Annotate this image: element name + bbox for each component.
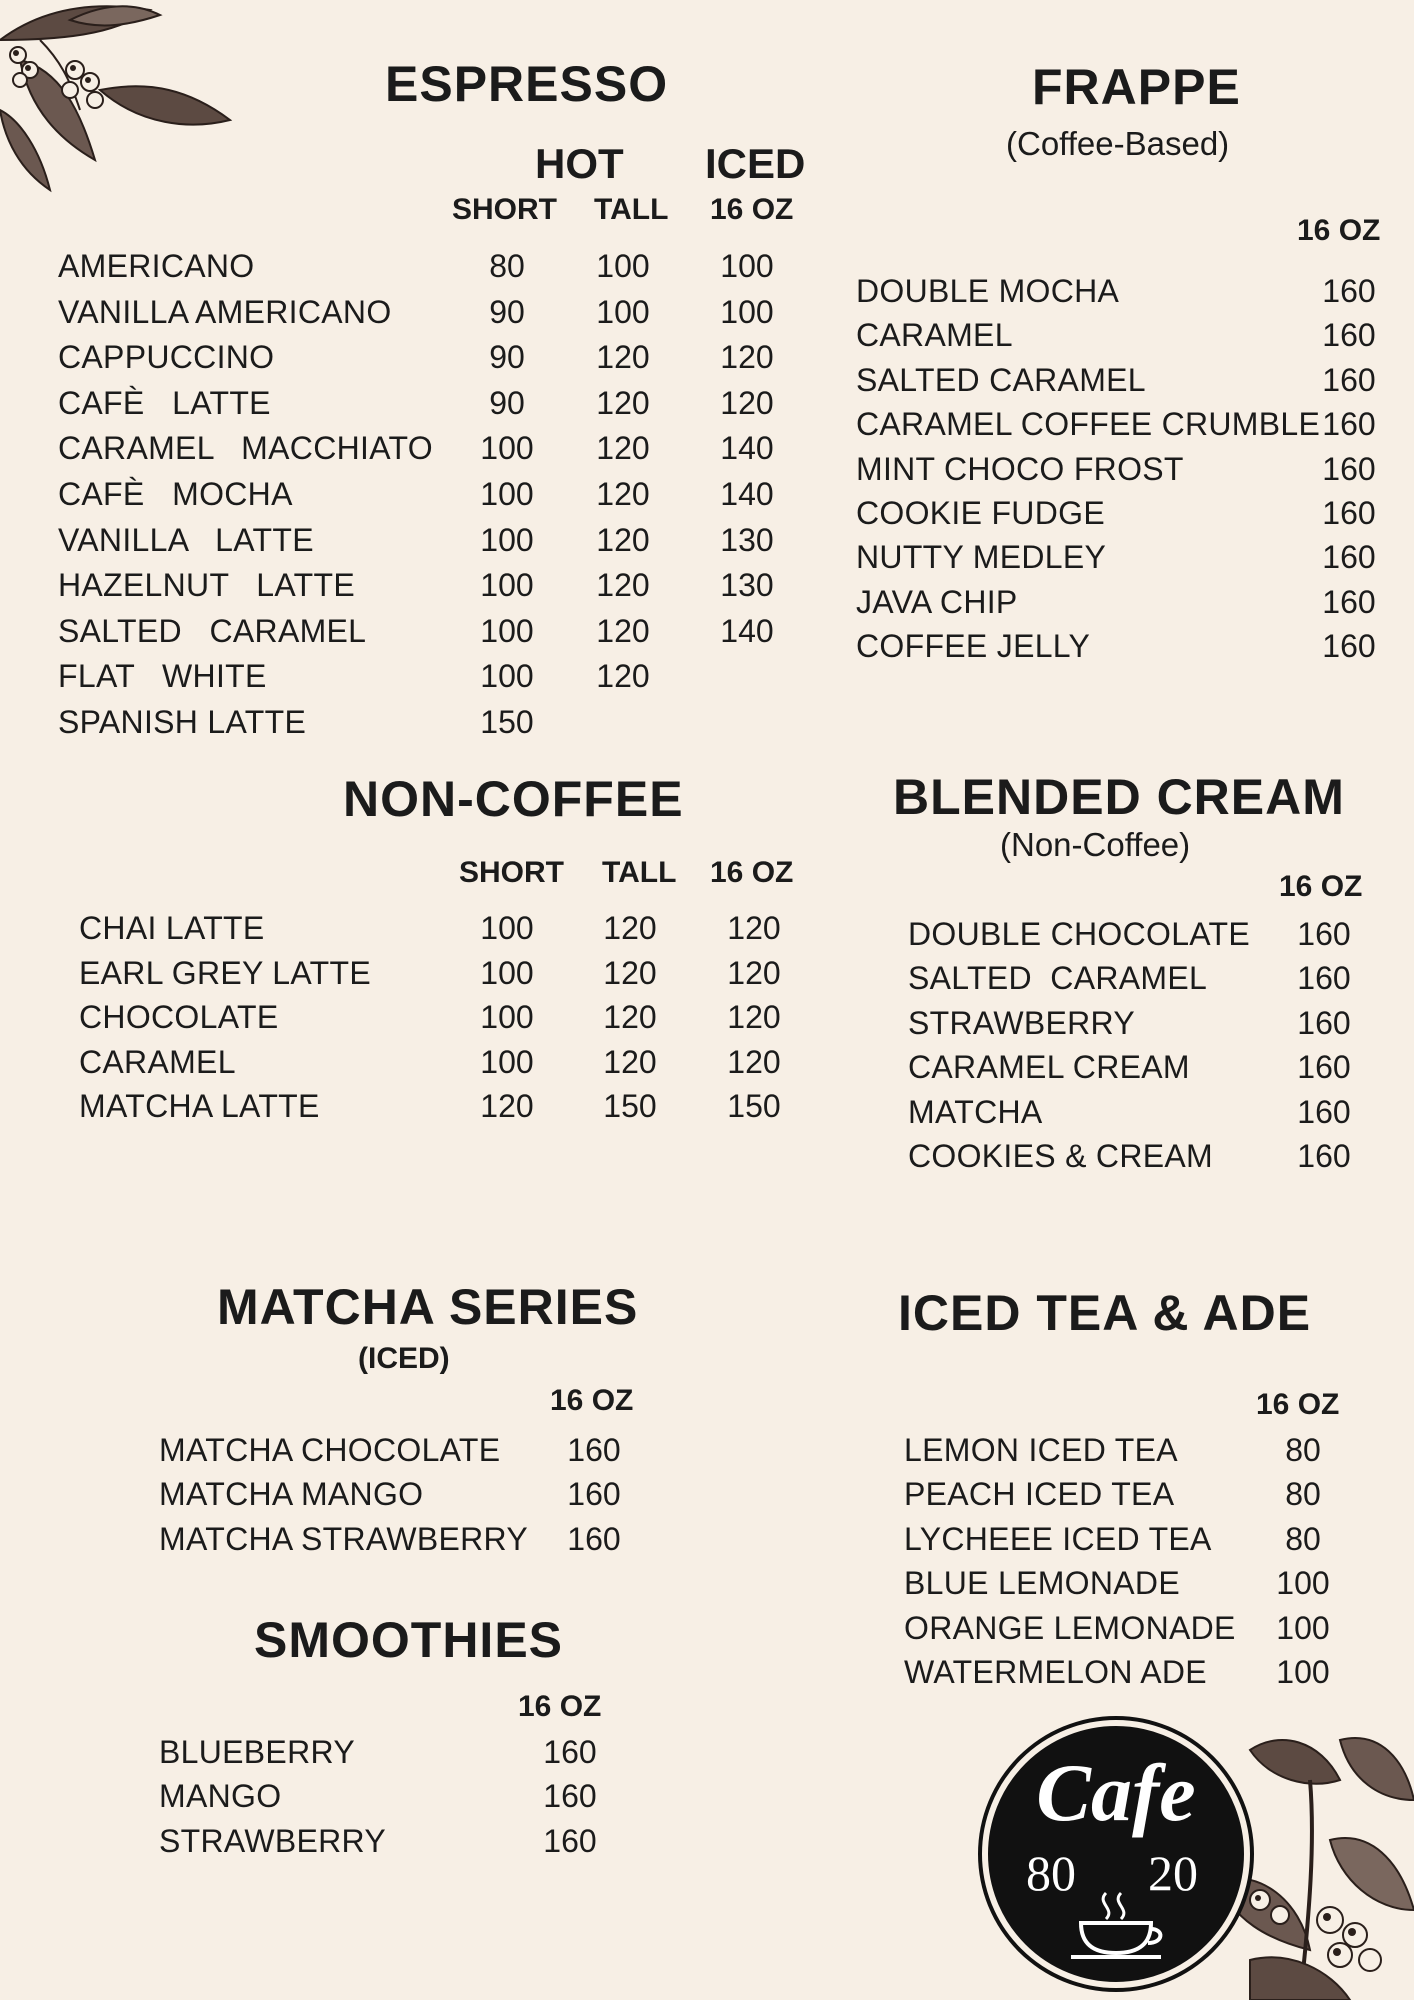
logo-right-number: 20 bbox=[1148, 1845, 1198, 1901]
blended-menu-item bbox=[0, 958, 1414, 998]
item-price-tall: 120 bbox=[603, 1043, 657, 1080]
frappe-menu-item bbox=[0, 360, 1414, 400]
item-price-iced: 100 bbox=[720, 248, 774, 284]
item-price-short: 100 bbox=[480, 567, 534, 604]
item-price-short: 100 bbox=[480, 1043, 534, 1080]
item-price-price: 160 bbox=[567, 1476, 621, 1513]
frappe-menu-item bbox=[0, 449, 1414, 489]
blended-oz-label: 16 OZ bbox=[1279, 870, 1363, 903]
frappe-menu-item bbox=[0, 315, 1414, 355]
item-price-tall: 120 bbox=[596, 658, 650, 695]
icedtea-menu-item bbox=[0, 1430, 1414, 1470]
item-name: COOKIE FUDGE bbox=[856, 495, 1105, 531]
item-price-price: 100 bbox=[1276, 1609, 1330, 1646]
item-price-price: 160 bbox=[1297, 1093, 1351, 1130]
espresso-menu-item bbox=[0, 702, 1414, 742]
item-price-price: 100 bbox=[1276, 1565, 1330, 1602]
item-name: NUTTY MEDLEY bbox=[856, 539, 1107, 576]
item-price-price: 160 bbox=[1297, 1138, 1351, 1174]
item-price-tall: 120 bbox=[596, 567, 650, 604]
item-price-tall: 120 bbox=[596, 476, 650, 512]
item-price-short: 100 bbox=[480, 954, 534, 991]
item-name: BLUEBERRY bbox=[159, 1734, 355, 1770]
item-name: JAVA CHIP bbox=[856, 583, 1018, 620]
item-price-iced: 130 bbox=[720, 567, 774, 604]
noncoffee-oz-label: 16 OZ bbox=[710, 856, 794, 889]
smoothies-title: SMOOTHIES bbox=[254, 1612, 564, 1668]
item-price-short: 100 bbox=[480, 910, 534, 946]
item-price-price: 160 bbox=[1322, 406, 1376, 443]
frappe-title: FRAPPE bbox=[1032, 59, 1241, 115]
item-name: BLUE LEMONADE bbox=[904, 1565, 1180, 1602]
item-name: COOKIES & CREAM bbox=[908, 1138, 1213, 1174]
item-name: STRAWBERRY bbox=[159, 1822, 387, 1859]
item-name: MATCHA LATTE bbox=[79, 1088, 320, 1125]
coffee-branch-illustration-top-left-icon bbox=[0, 0, 250, 230]
item-name: STRAWBERRY bbox=[908, 1004, 1136, 1041]
item-name: SALTED CARAMEL bbox=[58, 612, 367, 649]
item-price-price: 160 bbox=[567, 1520, 621, 1557]
item-price-price: 160 bbox=[543, 1734, 597, 1770]
item-price-price: 160 bbox=[1297, 916, 1351, 952]
item-name: DOUBLE CHOCOLATE bbox=[908, 916, 1251, 952]
icedtea-menu-item bbox=[0, 1608, 1414, 1648]
item-price-tall: 100 bbox=[596, 248, 650, 284]
espresso-title: ESPRESSO bbox=[385, 56, 669, 112]
item-name: FLAT WHITE bbox=[58, 658, 267, 695]
item-name: CARAMEL bbox=[856, 317, 1013, 354]
item-price-iced: 140 bbox=[720, 476, 774, 512]
espresso-iced-label: ICED bbox=[705, 140, 806, 187]
item-name: CHAI LATTE bbox=[79, 910, 265, 946]
frappe-menu-item bbox=[0, 537, 1414, 577]
espresso-short-label: SHORT bbox=[452, 193, 557, 226]
matcha-title: MATCHA SERIES bbox=[217, 1279, 639, 1335]
item-name: MATCHA STRAWBERRY bbox=[159, 1520, 528, 1557]
logo-left-number: 80 bbox=[1026, 1845, 1076, 1901]
item-price-short: 100 bbox=[480, 430, 534, 467]
espresso-hot-label: HOT bbox=[535, 140, 624, 187]
item-price-oz: 150 bbox=[727, 1088, 781, 1125]
item-name: EARL GREY LATTE bbox=[79, 954, 371, 991]
espresso-tall-label: TALL bbox=[594, 193, 669, 226]
item-price-tall: 120 bbox=[603, 910, 657, 946]
item-name: ORANGE LEMONADE bbox=[904, 1609, 1236, 1646]
item-name: MATCHA MANGO bbox=[159, 1476, 424, 1513]
item-price-price: 100 bbox=[1276, 1654, 1330, 1690]
item-name: CAFÈ LATTE bbox=[58, 384, 271, 421]
logo-word: Cafe bbox=[1036, 1747, 1196, 1838]
item-price-short: 120 bbox=[480, 1088, 534, 1125]
item-name: MINT CHOCO FROST bbox=[856, 450, 1184, 487]
item-price-short: 80 bbox=[489, 248, 525, 284]
blended-menu-item bbox=[0, 1003, 1414, 1043]
frappe-menu-item bbox=[0, 404, 1414, 444]
icedtea-menu-item bbox=[0, 1519, 1414, 1559]
item-price-price: 80 bbox=[1285, 1476, 1321, 1513]
item-price-price: 160 bbox=[1297, 960, 1351, 997]
item-price-price: 80 bbox=[1285, 1432, 1321, 1468]
item-price-oz: 120 bbox=[727, 1043, 781, 1080]
item-name: WATERMELON ADE bbox=[904, 1654, 1207, 1690]
item-price-price: 160 bbox=[543, 1778, 597, 1815]
item-price-oz: 120 bbox=[727, 999, 781, 1036]
item-price-price: 160 bbox=[1322, 539, 1376, 576]
item-price-price: 160 bbox=[543, 1822, 597, 1859]
smoothies-menu-item bbox=[0, 1776, 1414, 1816]
item-price-price: 160 bbox=[1322, 628, 1376, 665]
noncoffee-short-label: SHORT bbox=[459, 856, 564, 889]
item-price-short: 90 bbox=[489, 293, 525, 330]
item-price-iced: 130 bbox=[720, 521, 774, 558]
item-price-short: 100 bbox=[480, 612, 534, 649]
item-price-tall: 120 bbox=[603, 954, 657, 991]
item-name: LYCHEEE ICED TEA bbox=[904, 1520, 1212, 1557]
item-price-oz: 120 bbox=[727, 954, 781, 991]
item-price-tall: 120 bbox=[596, 521, 650, 558]
item-price-price: 160 bbox=[1322, 361, 1376, 398]
item-name: MATCHA bbox=[908, 1093, 1043, 1130]
item-price-oz: 120 bbox=[727, 910, 781, 946]
item-name: LEMON ICED TEA bbox=[904, 1432, 1178, 1468]
item-price-tall: 120 bbox=[596, 339, 650, 376]
matcha-subtitle: (ICED) bbox=[358, 1342, 450, 1375]
item-price-tall: 120 bbox=[596, 384, 650, 421]
item-price-tall: 120 bbox=[596, 430, 650, 467]
item-price-tall: 100 bbox=[596, 293, 650, 330]
frappe-menu-item bbox=[0, 582, 1414, 622]
item-name: SPANISH LATTE bbox=[58, 704, 307, 740]
matcha-oz-label: 16 OZ bbox=[550, 1384, 634, 1417]
smoothies-oz-label: 16 OZ bbox=[518, 1690, 602, 1723]
item-price-short: 150 bbox=[480, 704, 534, 740]
icedtea-menu-item bbox=[0, 1563, 1414, 1603]
item-price-tall: 120 bbox=[603, 999, 657, 1036]
item-price-short: 90 bbox=[489, 339, 525, 376]
blended-menu-item bbox=[0, 1136, 1414, 1176]
item-price-iced: 100 bbox=[720, 293, 774, 330]
item-price-short: 100 bbox=[480, 999, 534, 1036]
blended-menu-item bbox=[0, 1092, 1414, 1132]
item-price-price: 160 bbox=[1322, 583, 1376, 620]
item-name: CARAMEL COFFEE CRUMBLE bbox=[856, 406, 1321, 443]
item-name: MATCHA CHOCOLATE bbox=[159, 1432, 501, 1468]
item-name: CARAMEL CREAM bbox=[908, 1049, 1190, 1086]
item-name: CARAMEL bbox=[79, 1043, 236, 1080]
item-name: PEACH ICED TEA bbox=[904, 1476, 1175, 1513]
item-price-iced: 140 bbox=[720, 430, 774, 467]
item-name: DOUBLE MOCHA bbox=[856, 273, 1120, 309]
blended-menu-item bbox=[0, 1047, 1414, 1087]
frappe-menu-item bbox=[0, 271, 1414, 311]
frappe-menu-item bbox=[0, 493, 1414, 533]
icedtea-oz-label: 16 OZ bbox=[1256, 1388, 1340, 1421]
item-name: SALTED CARAMEL bbox=[908, 960, 1208, 997]
item-price-price: 80 bbox=[1285, 1520, 1321, 1557]
item-name: CAPPUCCINO bbox=[58, 339, 275, 376]
coffee-cup-icon bbox=[1066, 1891, 1166, 1961]
icedtea-title: ICED TEA & ADE bbox=[898, 1285, 1312, 1341]
item-price-price: 160 bbox=[1322, 273, 1376, 309]
item-price-short: 100 bbox=[480, 658, 534, 695]
icedtea-menu-item bbox=[0, 1474, 1414, 1514]
item-price-tall: 120 bbox=[596, 612, 650, 649]
item-name: AMERICANO bbox=[58, 248, 255, 284]
frappe-menu-item bbox=[0, 626, 1414, 666]
item-price-price: 160 bbox=[1322, 495, 1376, 531]
blended-title: BLENDED CREAM bbox=[893, 769, 1345, 825]
blended-menu-item bbox=[0, 914, 1414, 954]
item-name: CARAMEL MACCHIATO bbox=[58, 430, 433, 467]
item-price-price: 160 bbox=[567, 1432, 621, 1468]
item-price-price: 160 bbox=[1297, 1049, 1351, 1086]
item-name: CHOCOLATE bbox=[79, 999, 279, 1036]
smoothies-menu-item bbox=[0, 1732, 1414, 1772]
item-name: SALTED CARAMEL bbox=[856, 361, 1146, 398]
item-name: VANILLA LATTE bbox=[58, 521, 314, 558]
item-name: VANILLA AMERICANO bbox=[58, 293, 392, 330]
item-price-iced: 120 bbox=[720, 339, 774, 376]
item-name: HAZELNUT LATTE bbox=[58, 567, 356, 604]
item-price-price: 160 bbox=[1322, 317, 1376, 354]
item-price-iced: 120 bbox=[720, 384, 774, 421]
blended-subtitle: (Non-Coffee) bbox=[1000, 826, 1191, 863]
item-name: MANGO bbox=[159, 1778, 282, 1815]
item-price-price: 160 bbox=[1322, 450, 1376, 487]
noncoffee-title: NON-COFFEE bbox=[343, 771, 684, 827]
item-price-short: 90 bbox=[489, 384, 525, 421]
item-name: COFFEE JELLY bbox=[856, 628, 1091, 665]
item-name: CAFÈ MOCHA bbox=[58, 476, 293, 512]
item-price-price: 160 bbox=[1297, 1004, 1351, 1041]
item-price-tall: 150 bbox=[603, 1088, 657, 1125]
espresso-oz-label: 16 OZ bbox=[710, 193, 794, 226]
item-price-short: 100 bbox=[480, 476, 534, 512]
icedtea-menu-item bbox=[0, 1652, 1414, 1692]
frappe-subtitle: (Coffee-Based) bbox=[1006, 125, 1230, 162]
frappe-oz-label: 16 OZ bbox=[1297, 214, 1381, 247]
smoothies-menu-item bbox=[0, 1821, 1414, 1861]
item-price-short: 100 bbox=[480, 521, 534, 558]
noncoffee-tall-label: TALL bbox=[602, 856, 677, 889]
item-price-iced: 140 bbox=[720, 612, 774, 649]
